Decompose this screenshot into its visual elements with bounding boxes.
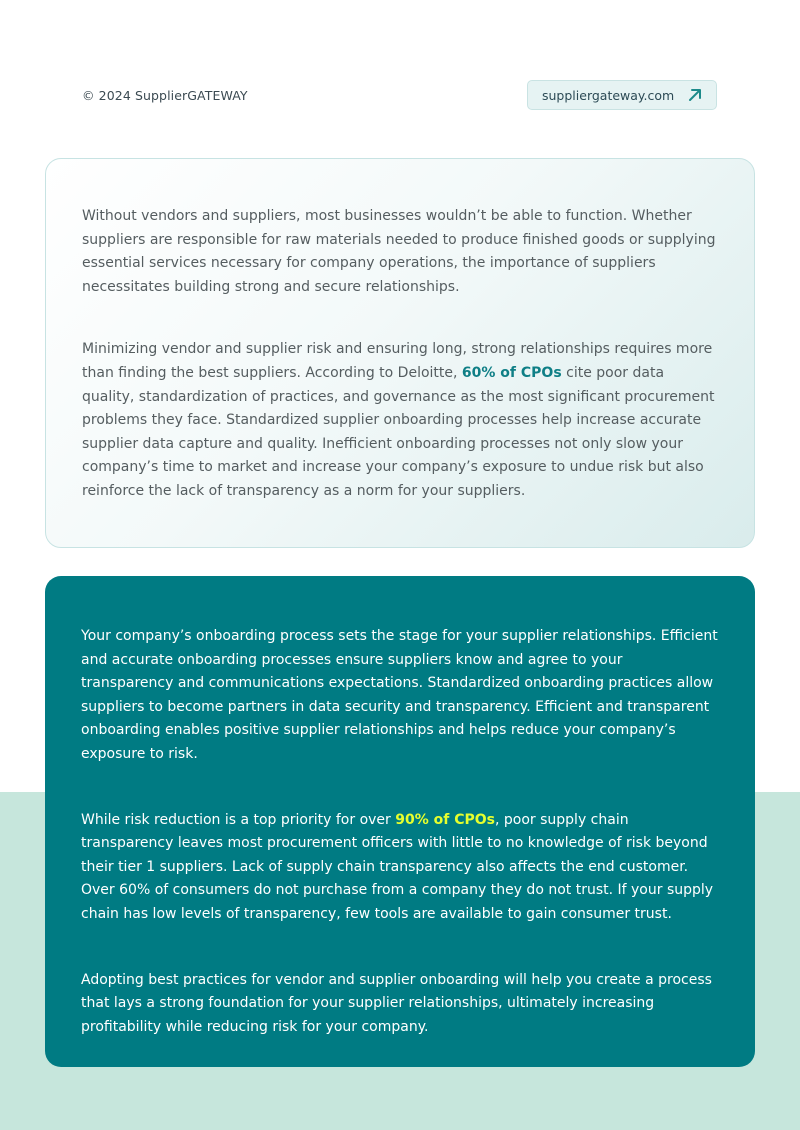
onboarding-paragraph-1: Your company’s onboarding process sets the stage for your supplier relationships. Efficient and accurate onboarding processes ensure suppliers know and agree to your transparency and communications expectations. Standardized onboarding practices allow suppliers to become partners in data security and transparency. Efficient and transparent onboarding enables positive supplier relationships and helps reduce your company’s exposure to risk. [81, 628, 718, 762]
arrow-up-right-icon [686, 86, 704, 104]
intro-paragraph-2 [82, 338, 718, 503]
website-link-button[interactable] [527, 80, 717, 110]
onboarding-paragraph-2 [81, 809, 719, 927]
copyright-text: © 2024 SupplierGATEWAY [82, 88, 248, 103]
intro-paragraph-2-text: Minimizing vendor and supplier risk and ensuring long, strong relationships requires more than finding the best suppliers. According to Deloitte, [82, 341, 713, 381]
onboarding-paragraph-2-text: While risk reduction is a top priority for over [81, 811, 396, 828]
intro-card [45, 158, 755, 548]
cpo-60-highlight: 60% of CPOs [461, 364, 562, 381]
website-link-label: suppliergateway.com [542, 87, 675, 103]
onboarding-card [45, 576, 755, 1067]
onboarding-paragraph-3: Adopting best practices for vendor and supplier onboarding will help you create a process that lays a strong foundation for your supplier relationships, ultimately increasing profitability while reducing risk for your company. [81, 971, 712, 1035]
intro-paragraph-1: Without vendors and suppliers, most businesses wouldn’t be able to function. Whether suppliers are responsible for raw materials needed to produce finished goods or supplying essential services necessary for company operations, the importance of suppliers necessitates building strong and secure relationships. [82, 208, 716, 295]
cpo-90-highlight: 90% of CPOs [395, 811, 495, 828]
onboarding-paragraph-2-rest: , poor supply chain transparency leaves most procurement officers with little to no knowledge of risk beyond their tier 1 suppliers. Lack of supply chain transparency also affects the end customer. Over 60% of consumers do not purchase from a company they do not trust. If your supply chain has low levels of transparency, few tools are available to gain consumer trust. [81, 811, 714, 922]
intro-paragraph-2-rest: cite poor data quality, standardization of practices, and governance as the most significant procurement problems they face. Standardized supplier onboarding processes help increase accurate supplier data capture and quality. Inefficient onboarding processes not only slow your company’s time to market and increase your company’s exposure to undue risk but also reinforce the lack of transparency as a norm for your suppliers. [82, 364, 715, 499]
